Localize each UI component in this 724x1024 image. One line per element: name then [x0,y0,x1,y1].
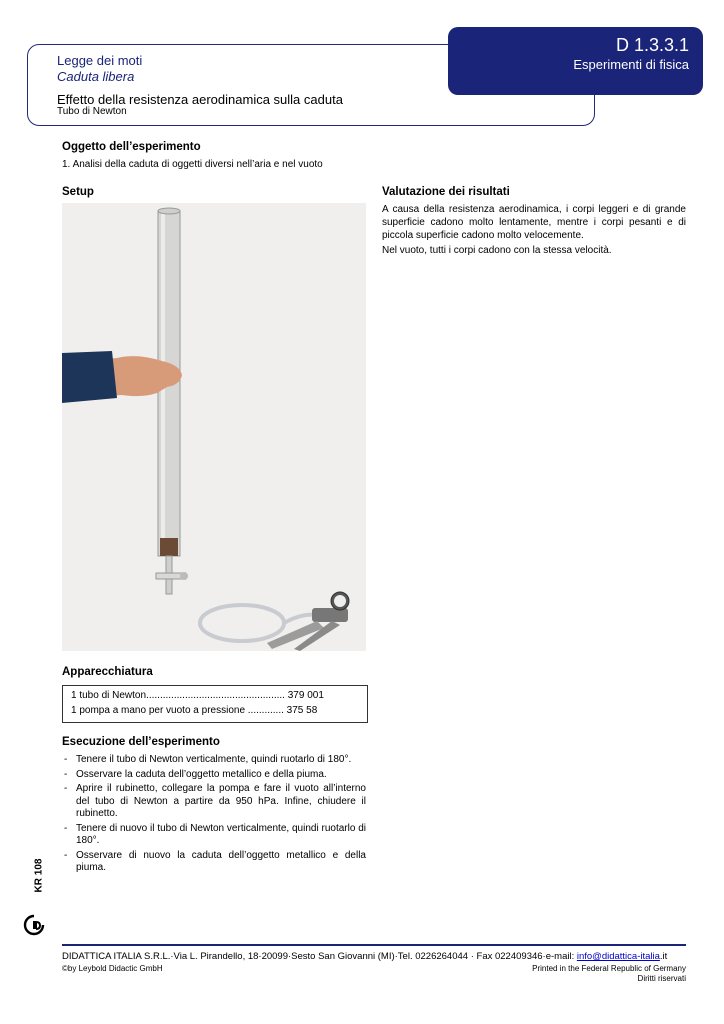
procedure-step: - Osservare di nuovo la caduta dell’oggetto metallico e della piuma. [64,850,366,875]
footer-printed: Printed in the Federal Republic of Germany [532,964,686,973]
setup-photo [62,203,366,651]
header-badge [448,27,703,95]
series-title: Esperimenti di fisica [573,57,689,72]
topic: Legge dei moti [57,53,143,68]
procedure-step: - Tenere il tubo di Newton verticalmente, quindi ruotarlo di 180°. [64,754,366,767]
setup-heading: Setup [62,186,94,198]
footer-rights: Diritti riservati [637,974,686,983]
procedure-heading: Esecuzione dell’esperimento [62,736,220,748]
document-code: D 1.3.3.1 [615,35,689,55]
procedure-step: - Tenere di nuovo il tubo di Newton verticalmente, quindi ruotarlo di 180°. [64,823,366,848]
newton-tube-illustration [62,203,366,651]
results-paragraph-1: A causa della resistenza aerodinamica, i corpi leggeri e di grande superficie cadono molto lentamente, mentre i corpi pesanti e di piccola superficie cadono molto velocemente. [382,204,686,241]
page-subtitle: Tubo di Newton [57,106,127,117]
results-paragraph-2: Nel vuoto, tutti i corpi cadono con la stessa velocità. [382,245,612,256]
equipment-row: 1 pompa a mano per vuoto a pressione ............. 375 58 [71,705,318,716]
footer-divider [62,944,686,946]
results-heading: Valutazione dei risultati [382,186,510,198]
procedure-step: - Osservare la caduta dell’oggetto metallico e della piuma. [64,769,366,782]
email-link[interactable]: info@didattica-italia [576,951,660,962]
footer-address: DIDATTICA ITALIA S.R.L.·Via L. Pirandello, 18·20099·Sesto San Giovanni (MI)·Tel. 0226264044 · Fax 022409346·e-mail: info@didattica-italia.it [62,951,668,962]
equipment-row: 1 tubo di Newton.................................................. 379 001 [71,690,324,701]
equipment-list [62,685,368,723]
procedure-steps [64,754,366,877]
procedure-step: - Aprire il rubinetto, collegare la pompa e fare il vuoto all’interno del tubo di Newton a partire da 950 hPa. Infine, chiudere il rubinetto. [64,783,366,821]
footer-copyright: ©by Leybold Didactic GmbH [62,964,163,973]
leybold-logo-icon [23,914,45,936]
page-title: Effetto della resistenza aerodinamica sulla caduta [57,92,343,107]
objective-heading: Oggetto dell’esperimento [62,141,201,153]
subtopic: Caduta libera [57,69,135,84]
catalog-code: KR 108 [33,858,45,893]
objective-item: 1. Analisi della caduta di oggetti diversi nell’aria e nel vuoto [62,159,323,170]
equipment-heading: Apparecchiatura [62,666,153,678]
